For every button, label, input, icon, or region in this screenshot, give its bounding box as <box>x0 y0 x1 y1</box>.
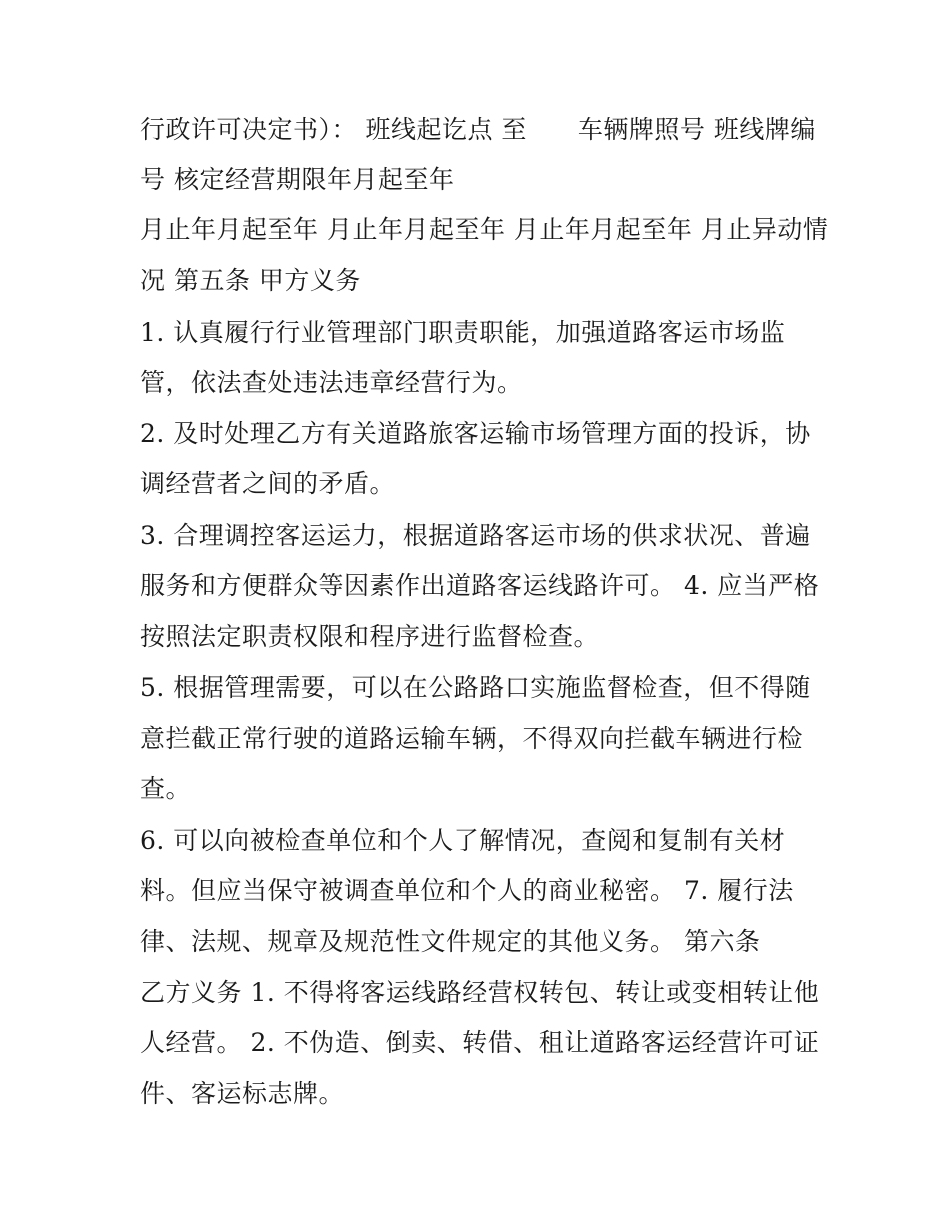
text-line: 乙方义务 1. 不得将客运线路经营权转包、转让或变相转让他 <box>140 978 820 1007</box>
text-line: 月止年月起至年 月止年月起至年 月止年月起至年 月止异动情 <box>140 215 829 244</box>
text-line: 调经营者之间的矛盾。 <box>140 469 396 498</box>
text-line: 料。但应当保守被调查单位和个人的商业秘密。 7. 履行法 <box>140 876 794 905</box>
text-line: 管，依法查处违法违章经营行为。 <box>140 368 523 397</box>
text-line: 况 第五条 甲方义务 <box>140 266 361 295</box>
text-line: 行政许可决定书）： 班线起讫点 至 车辆牌照号 班线牌编 <box>140 115 816 144</box>
text-line: 意拦截正常行驶的道路运输车辆，不得双向拦截车辆进行检 <box>140 724 804 753</box>
text-line: 服务和方便群众等因素作出道路客运线路许可。 4. 应当严格 <box>140 571 820 600</box>
text-line: 按照法定职责权限和程序进行监督检查。 <box>140 622 600 651</box>
text-line: 号 核定经营期限年月起至年 <box>140 165 455 194</box>
text-line: 律、法规、规章及规范性文件规定的其他义务。 第六条 <box>140 927 761 956</box>
text-line: 查。 <box>140 774 192 803</box>
text-line: 件、客运标志牌。 <box>140 1079 345 1108</box>
text-line: 3. 合理调控客运运力，根据道路客运市场的供求状况、普遍 <box>140 521 811 550</box>
text-line: 6. 可以向被检查单位和个人了解情况，查阅和复制有关材 <box>140 826 786 855</box>
text-line: 2. 及时处理乙方有关道路旅客运输市场管理方面的投诉，协 <box>140 419 811 448</box>
text-line: 人经营。 2. 不伪造、倒卖、转借、租让道路客运经营许可证 <box>140 1028 820 1057</box>
text-line: 5. 根据管理需要，可以在公路路口实施监督检查，但不得随 <box>140 673 811 702</box>
text-line: 1. 认真履行行业管理部门职责职能，加强道路客运市场监 <box>140 318 786 347</box>
